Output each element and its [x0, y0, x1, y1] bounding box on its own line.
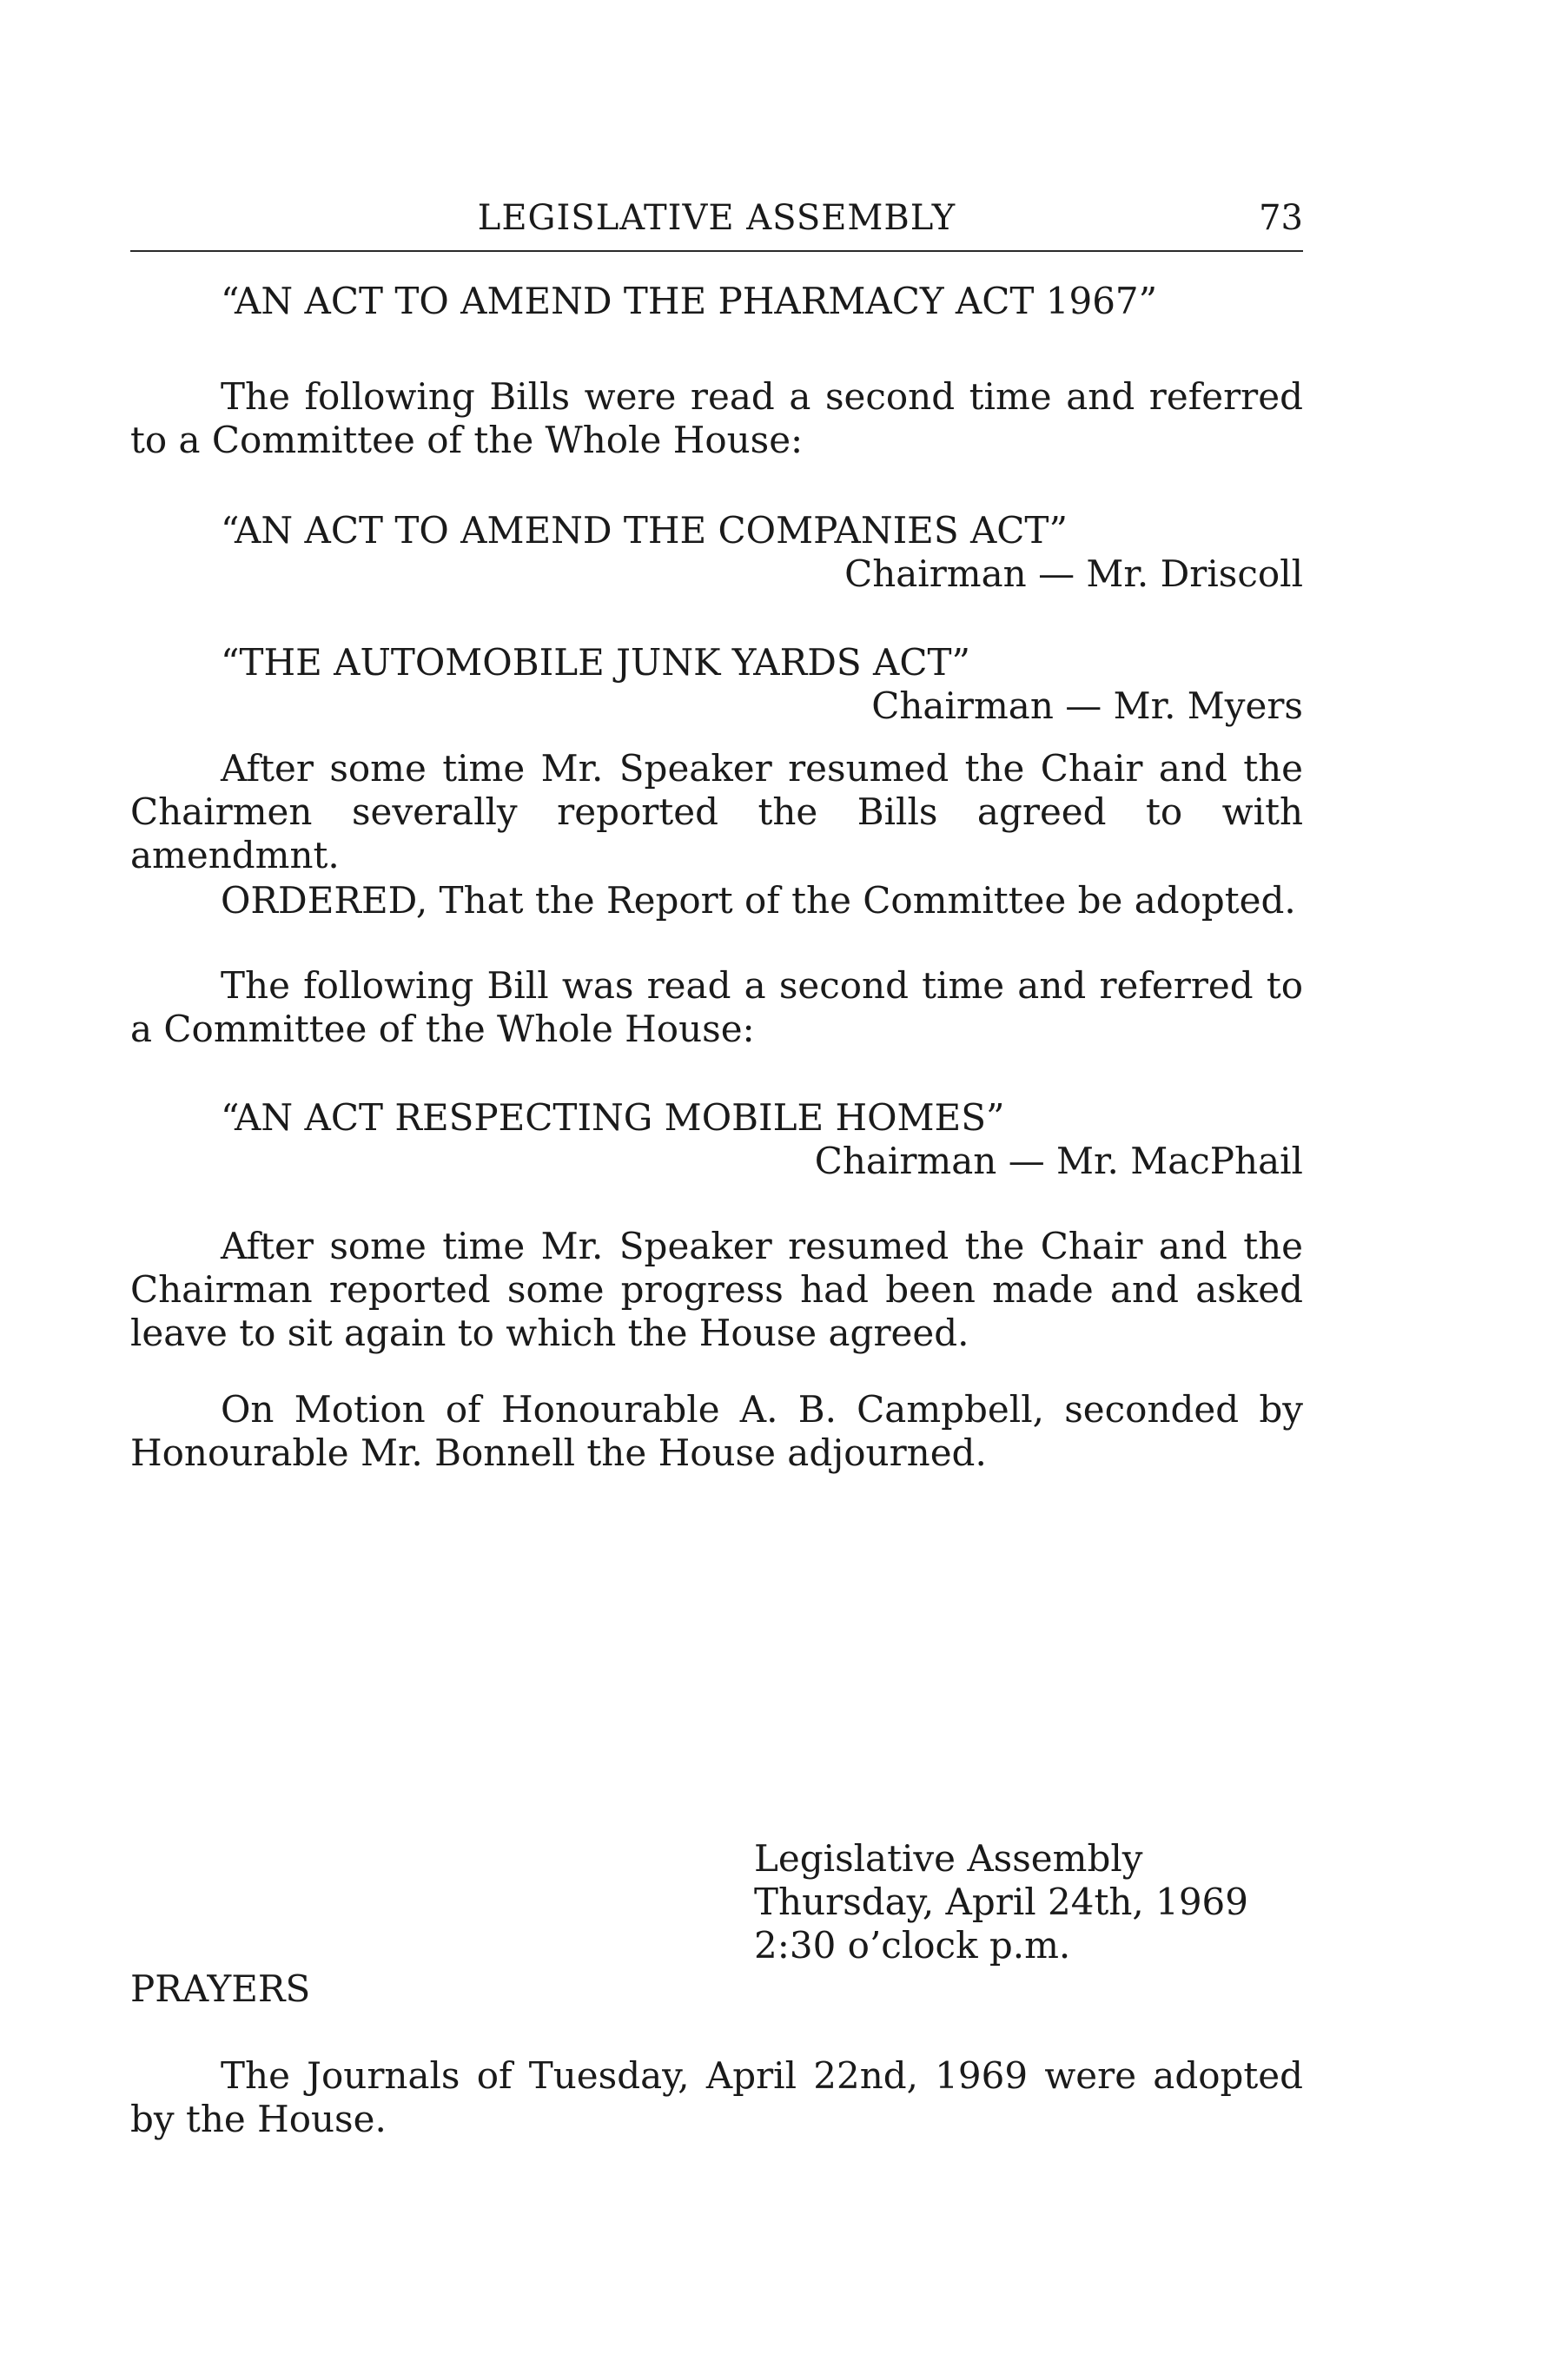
journals-paragraph: The Journals of Tuesday, April 22nd, 1969 were adopted by the House.	[130, 2054, 1303, 2140]
mobile-homes-act-title: “AN ACT RESPECTING MOBILE HOMES”	[221, 1096, 1005, 1139]
mobile-homes-act-chairman: Chairman — Mr. MacPhail	[814, 1140, 1303, 1182]
pharmacy-act-title: “AN ACT TO AMEND THE PHARMACY ACT 1967”	[221, 280, 1158, 322]
session-body: Legislative Assembly	[754, 1837, 1143, 1880]
speaker-resumed-paragraph-1: After some time Mr. Speaker resumed the Chair and the Chairmen severally reported the Bills agreed to with amendmnt.	[130, 747, 1303, 876]
page-header	[130, 198, 1303, 243]
bill-second-reading-intro: The following Bill was read a second time and referred to a Committee of the Whole House:	[130, 964, 1303, 1050]
page-number: 73	[1259, 198, 1303, 238]
session-date: Thursday, April 24th, 1969	[754, 1881, 1248, 1923]
bills-second-reading-intro: The following Bills were read a second time and referred to a Committee of the Whole House:	[130, 375, 1303, 461]
speaker-resumed-paragraph-2: After some time Mr. Speaker resumed the Chair and the Chairman reported some progress had been made and asked leave to sit again to which the House agreed.	[130, 1225, 1303, 1354]
companies-act-title: “AN ACT TO AMEND THE COMPANIES ACT”	[221, 509, 1068, 552]
session-time: 2:30 o’clock p.m.	[754, 1924, 1071, 1967]
companies-act-chairman: Chairman — Mr. Driscoll	[844, 552, 1303, 595]
session-dateline	[754, 1837, 1248, 1967]
junk-yards-act-title: “THE AUTOMOBILE JUNK YARDS ACT”	[221, 641, 970, 684]
ordered-paragraph: ORDERED, That the Report of the Committee be adopted.	[221, 879, 1296, 922]
running-head: LEGISLATIVE ASSEMBLY	[477, 198, 956, 238]
header-rule	[130, 250, 1303, 252]
junk-yards-act-chairman: Chairman — Mr. Myers	[871, 684, 1303, 727]
prayers-heading: PRAYERS	[130, 1967, 311, 2010]
adjournment-paragraph: On Motion of Honourable A. B. Campbell, seconded by Honourable Mr. Bonnell the House adjourned.	[130, 1388, 1303, 1474]
